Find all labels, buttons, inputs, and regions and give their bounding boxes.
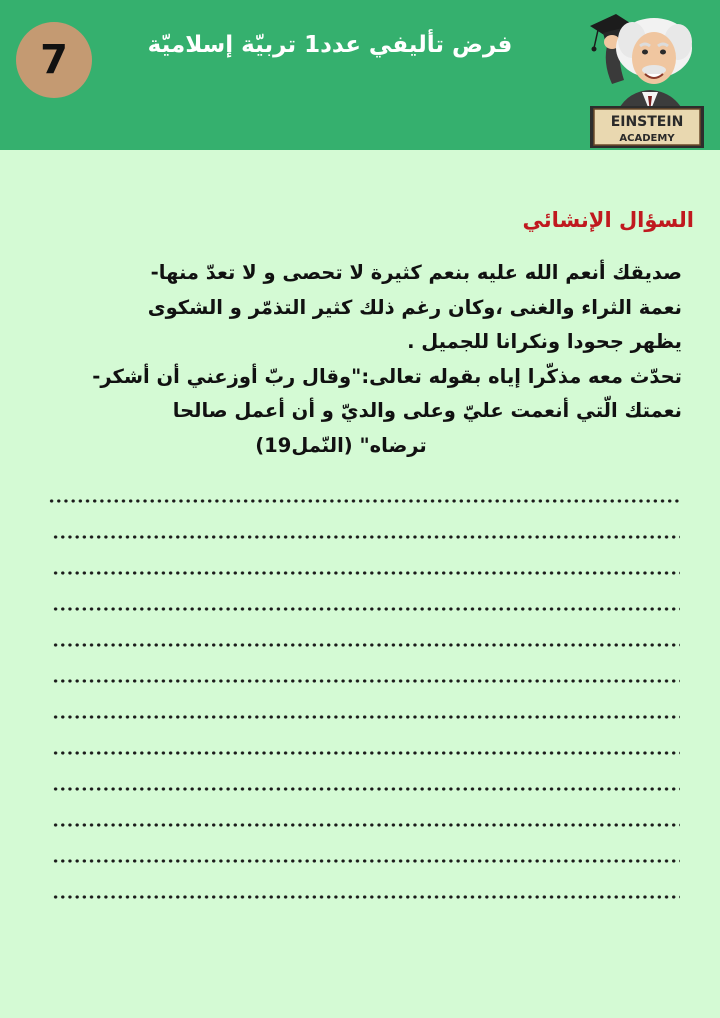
logo-text-line1: EINSTEIN (610, 114, 684, 130)
exam-title: فرض تأليفي عدد1 تربيّة إسلاميّة (147, 32, 513, 58)
question-line: نعمة الثراء والغنى ،وكان رغم ذلك كثير التذمّر و الشكوى (147, 295, 682, 319)
question-line: يظهر جحودا ونكرانا للجميل . (407, 330, 682, 353)
section-title: السؤال الإنشائي (522, 208, 694, 232)
question-line: تحدّث معه مذكّرا إياه بقوله تعالى:"وقال ربّ أوزعني أن أشكر- (92, 364, 682, 388)
exam-number-badge (16, 22, 92, 98)
answer-dotted-line[interactable] (52, 857, 680, 865)
question-line: صديقك أنعم الله عليه بنعم كثيرة لا تحصى و لا تعدّ منها- (150, 261, 682, 284)
header-band (0, 0, 720, 150)
answer-dotted-line[interactable] (52, 677, 680, 685)
answer-dotted-line[interactable] (52, 605, 680, 613)
question-text (40, 256, 682, 463)
answer-dotted-line[interactable] (52, 821, 680, 829)
answer-dotted-line[interactable] (52, 893, 680, 901)
answer-dotted-line[interactable] (52, 641, 680, 649)
answer-dotted-line[interactable] (52, 569, 680, 577)
answer-dotted-line[interactable] (48, 497, 680, 505)
answer-dotted-line[interactable] (52, 785, 680, 793)
einstein-academy-logo (582, 0, 712, 150)
question-line: نعمتك الّتي أنعمت عليّ وعلى والديّ و أن أعمل صالحا (172, 399, 682, 422)
answer-dotted-line[interactable] (52, 749, 680, 757)
answer-dotted-line[interactable] (52, 533, 680, 541)
logo-text-line2: ACADEMY (619, 133, 675, 144)
exam-number: 7 (40, 37, 68, 83)
answer-dotted-line[interactable] (52, 713, 680, 721)
question-line: ترضاه" (النّمل19) (255, 433, 427, 457)
